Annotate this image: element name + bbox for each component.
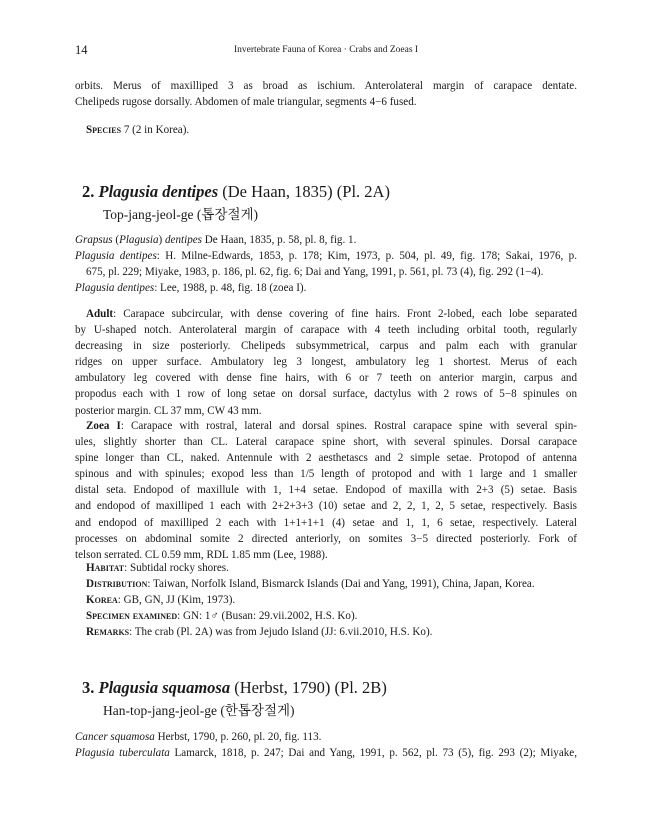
synonymy-list [75,729,577,761]
intro-paragraph [75,78,577,110]
intro-line: orbits. Merus of maxilliped 3 as broad as ischium. Anterolateral margin of carapace dentate. [75,80,577,92]
species-number: 2. [82,182,95,201]
adult-label: Adult [86,308,114,320]
species-number: 3. [82,678,95,697]
synonym-entry: Plagusia dentipes: Lee, 1988, p. 48, fig. 18 (zoea I). [75,282,307,295]
species-label: Species [86,124,122,136]
species-heading [82,182,390,202]
species-author: (De Haan, 1835) (Pl. 2A) [218,182,390,201]
intro-line: Chelipeds rugose dorsally. Abdomen of male triangular, segments 4−6 fused. [75,96,417,109]
running-title: Invertebrate Fauna of Korea · Crabs and Zoeas I [233,45,419,55]
species-count-text: 7 (2 in Korea). [121,124,190,136]
synonym-entry-cont: 675, pl. 229; Miyake, 1983, p. 186, pl. 62, fig. 6; Dai and Yang, 1991, p. 561, pl. 73 (4), fig. 292 (1−4). [86,266,544,279]
species-author: (Herbst, 1790) (Pl. 2B) [230,678,387,697]
specimen-examined: Specimen examined: GN: 1♂ (Busan: 29.vii.2002, H.S. Ko). [86,610,358,623]
synonym-entry: Plagusia dentipes: H. Milne-Edwards, 1853, p. 178; Kim, 1973, p. 504, pl. 49, fig. 178; Sakai, 1976, p. [75,250,577,263]
species-name: Plagusia dentipes [98,182,219,201]
zoea-description: Zoea I: Carapace with rostral, lateral and dorsal spines. Rostral carapace spine with several spin- ules, slightly shorter than CL. Lateral carapace spine short, with several spinules. Dorsal carapace spine longer than CL, naked. Antennule with 2 aesthetascs and 2 simple setae. Protopod of antenna spinous and with spinules; exopod less than 1/5 length of protopod and with 1 large and 1 smaller distal seta. Endopod of maxillule with 1, 1+4 setae. Endopod of maxilla with 2+3 (5) setae. Basis and endopod of maxilliped 1 each with 2+2+3+3 (10) setae and 2, 2, 1, 2, 5 setae, respectively. Basis and endopod of maxilliped 2 each with 1+1+1+1 (4) setae and 1, 1, 6 setae, respectively. Lateral processes on abdominal somite 2 directed anteriorly, on somites 3−5 directed posteriorly. Fork of telson serrated. CL 0.59 mm, RDL 1.85 mm (Lee, 1988). [75,420,578,561]
remarks: Remarks: The crab (Pl. 2A) was from Jejudo Island (JJ: 6.vii.2010, H.S. Ko). [86,626,433,639]
species-count [86,122,588,138]
common-name: Han-top-jang-jeol-ge (한톱장절게) [103,703,295,718]
distribution: Distribution: Taiwan, Norfolk Island, Bismarck Islands (Dai and Yang, 1991), China, Japan, Korea. [86,578,535,591]
zoea-label: Zoea I [86,420,121,432]
common-name: Top-jang-jeol-ge (톱장절게) [103,207,259,222]
page-number: 14 [75,43,88,57]
species-heading [82,678,387,698]
species-details [86,560,577,640]
synonym-entry: Plagusia tuberculata Lamarck, 1818, p. 247; Dai and Yang, 1991, p. 562, pl. 73 (5), fig. 293 (2); Miyake, [75,747,577,760]
synonym-entry: Grapsus (Plagusia) dentipes De Haan, 1835, p. 58, pl. 8, fig. 1. [75,234,357,246]
synonym-entry: Cancer squamosa Herbst, 1790, p. 260, pl. 20, fig. 113. [75,731,322,743]
synonymy-list [75,232,577,296]
adult-description: Adult: Carapace subcircular, with dense covering of fine hairs. Front 2-lobed, each lobe separated by U-shaped notch. Anterolateral margin of carapace with 4 teeth including orbital tooth, regularly decreasing in size posteriorly. Chelipeds subsymmetrical, carpus and palm each with granular ridges on upper surface. Ambulatory leg 3 longest, ambulatory leg 1 shortest. Merus of each ambulatory leg covered with dense fine hairs, with 6 or 7 teeth on anterior margin, carpus and propodus each with 1 row of long setae on dorsal surface, dactylus with 2 rows of 5−8 spinules on posterior margin. CL 37 mm, CW 43 mm. [75,308,577,417]
species-name: Plagusia squamosa [98,678,231,697]
habitat: Habitat: Subtidal rocky shores. [86,562,229,574]
korea-distribution: Korea: GB, GN, JJ (Kim, 1973). [86,594,236,607]
